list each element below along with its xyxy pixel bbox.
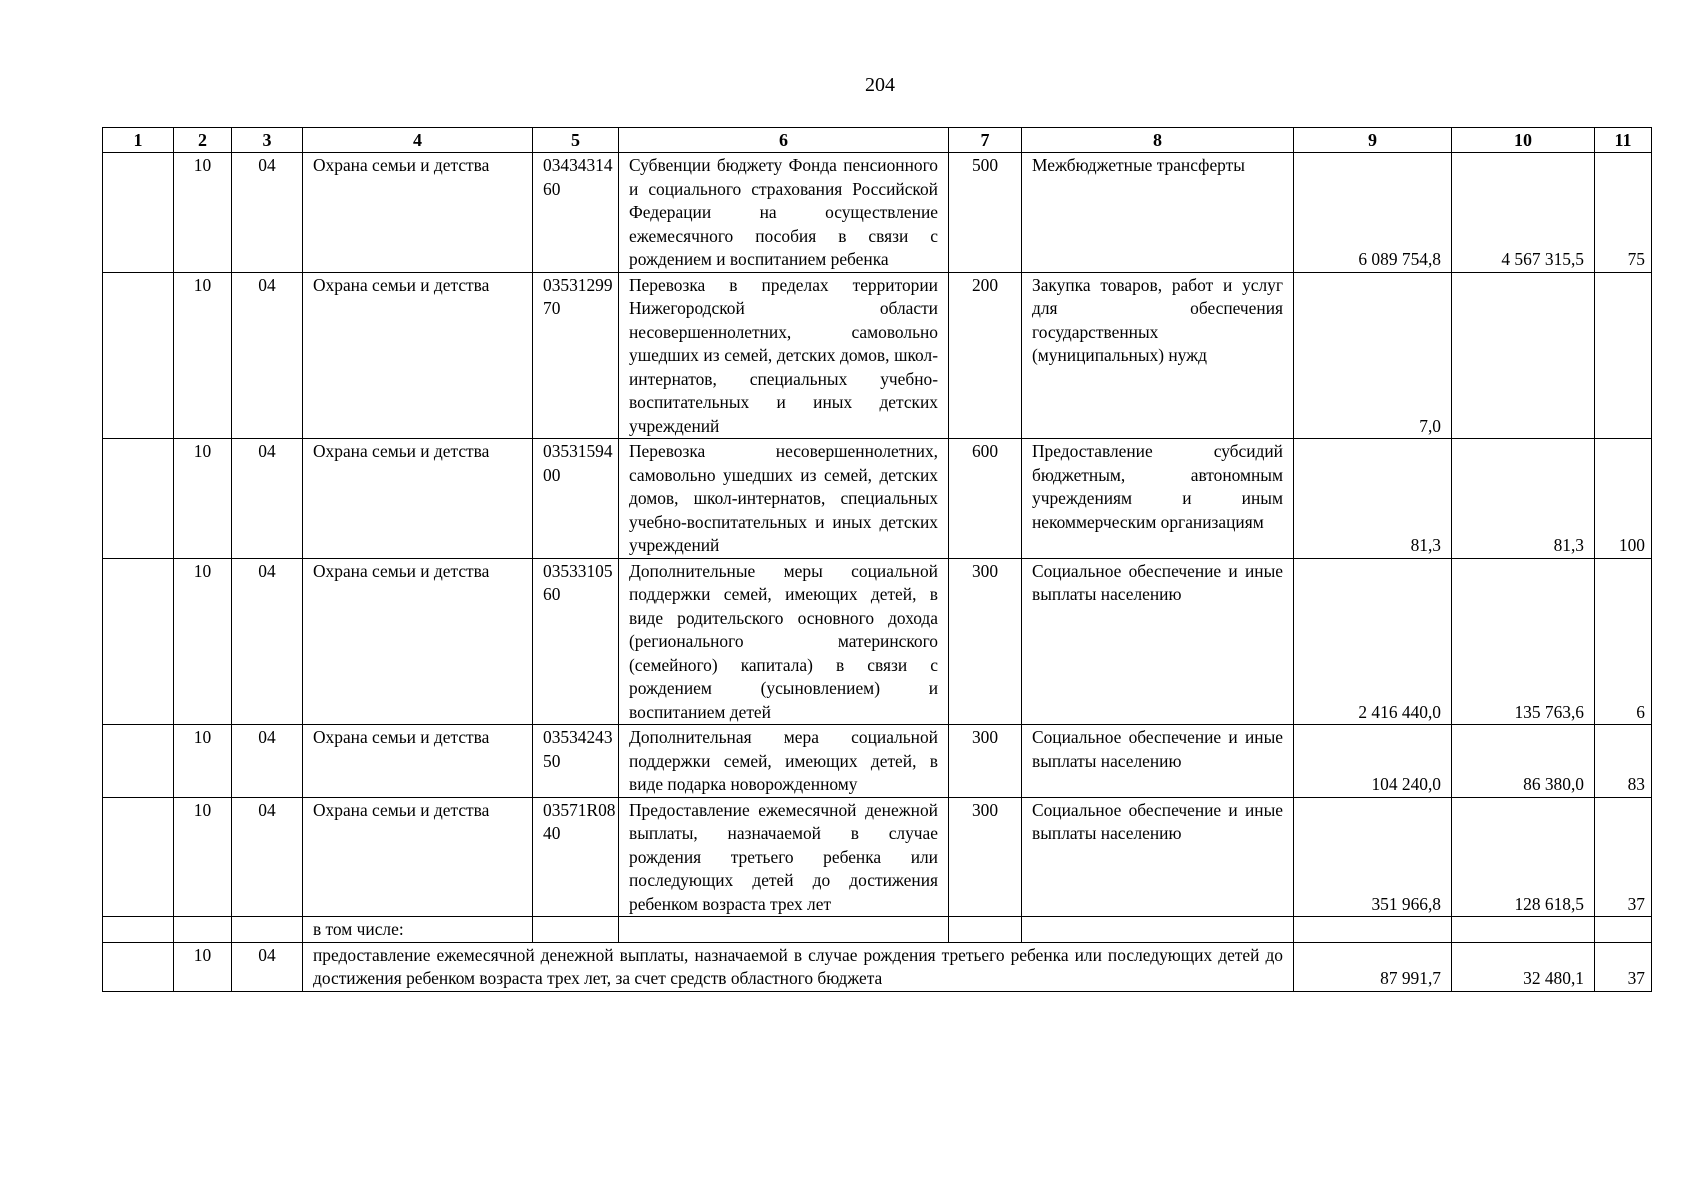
subsection-code: 04 xyxy=(232,153,303,273)
empty-cell xyxy=(1452,917,1595,943)
target-article-name: Предоставление ежемесячной денежной выплаты, назначаемой в случае рождения третьего ребенка или последующих детей до достижения ребенком возраста трех лет xyxy=(619,797,949,917)
subsection-name: Охрана семьи и детства xyxy=(303,797,533,917)
section-code: 10 xyxy=(174,153,232,273)
subsection-code: 04 xyxy=(232,797,303,917)
section-code: 10 xyxy=(174,725,232,798)
header-col-2: 2 xyxy=(174,128,232,153)
plan-amount: 104 240,0 xyxy=(1294,725,1452,798)
including-label-row xyxy=(103,917,1652,943)
table-row xyxy=(103,272,1652,439)
target-article-name: Перевозка в пределах территории Нижегородской области несовершеннолетних, самовольно ушедших из семей, детских домов, школ-интернатов, специальных учебно-воспитательных и иных детских учреждений xyxy=(619,272,949,439)
percent-complete xyxy=(1595,272,1652,439)
expense-type-name: Закупка товаров, работ и услуг для обеспечения государственных (муниципальных) нужд xyxy=(1022,272,1294,439)
expense-type-name: Межбюджетные трансферты xyxy=(1022,153,1294,273)
expense-type-code: 300 xyxy=(949,558,1022,725)
target-article-code: 0353424350 xyxy=(533,725,619,798)
percent-complete: 83 xyxy=(1595,725,1652,798)
including-row xyxy=(103,942,1652,991)
target-article-code: 0343431460 xyxy=(533,153,619,273)
subsection-name: Охрана семьи и детства xyxy=(303,153,533,273)
subsection-name: Охрана семьи и детства xyxy=(303,272,533,439)
plan-amount: 7,0 xyxy=(1294,272,1452,439)
row-col-1 xyxy=(103,797,174,917)
target-article-name: Дополнительная мера социальной поддержки семей, имеющих детей, в виде подарка новорожденному xyxy=(619,725,949,798)
empty-cell xyxy=(232,917,303,943)
table-row xyxy=(103,558,1652,725)
row-col-1 xyxy=(103,439,174,559)
plan-amount: 2 416 440,0 xyxy=(1294,558,1452,725)
subsection-code: 04 xyxy=(232,942,303,991)
section-code: 10 xyxy=(174,942,232,991)
empty-cell xyxy=(174,917,232,943)
header-row xyxy=(103,128,1652,153)
actual-amount: 32 480,1 xyxy=(1452,942,1595,991)
empty-cell xyxy=(533,917,619,943)
row-col-1 xyxy=(103,558,174,725)
header-col-7: 7 xyxy=(949,128,1022,153)
actual-amount: 81,3 xyxy=(1452,439,1595,559)
budget-table xyxy=(102,127,1652,992)
percent-complete: 6 xyxy=(1595,558,1652,725)
plan-amount: 351 966,8 xyxy=(1294,797,1452,917)
expense-type-name: Предоставление субсидий бюджетным, автономным учреждениям и иным некоммерческим организациям xyxy=(1022,439,1294,559)
section-code: 10 xyxy=(174,439,232,559)
empty-cell xyxy=(1595,917,1652,943)
header-col-6: 6 xyxy=(619,128,949,153)
actual-amount: 128 618,5 xyxy=(1452,797,1595,917)
including-description: предоставление ежемесячной денежной выплаты, назначаемой в случае рождения третьего ребенка или последующих детей до достижения ребенком возраста трех лет, за счет средств областного бюджета xyxy=(303,942,1294,991)
table-row xyxy=(103,725,1652,798)
subsection-code: 04 xyxy=(232,272,303,439)
empty-cell xyxy=(619,917,949,943)
expense-type-name: Социальное обеспечение и иные выплаты населению xyxy=(1022,725,1294,798)
table-row xyxy=(103,439,1652,559)
actual-amount: 135 763,6 xyxy=(1452,558,1595,725)
empty-cell xyxy=(1022,917,1294,943)
row-col-1 xyxy=(103,153,174,273)
header-col-4: 4 xyxy=(303,128,533,153)
header-col-8: 8 xyxy=(1022,128,1294,153)
plan-amount: 81,3 xyxy=(1294,439,1452,559)
expense-type-name: Социальное обеспечение и иные выплаты населению xyxy=(1022,797,1294,917)
header-col-11: 11 xyxy=(1595,128,1652,153)
expense-type-code: 500 xyxy=(949,153,1022,273)
header-col-3: 3 xyxy=(232,128,303,153)
percent-complete: 37 xyxy=(1595,797,1652,917)
section-code: 10 xyxy=(174,272,232,439)
empty-cell xyxy=(103,917,174,943)
empty-cell xyxy=(1294,917,1452,943)
target-article-name: Дополнительные меры социальной поддержки семей, имеющих детей, в виде родительского основного дохода (регионального материнского (семейного) капитала) в связи с рождением (усыновлением) и воспитанием детей xyxy=(619,558,949,725)
plan-amount: 87 991,7 xyxy=(1294,942,1452,991)
table-row xyxy=(103,797,1652,917)
header-col-1: 1 xyxy=(103,128,174,153)
target-article-name: Перевозка несовершеннолетних, самовольно ушедших из семей, детских домов, школ-интернатов, специальных учебно-воспитательных и иных детских учреждений xyxy=(619,439,949,559)
target-article-code: 03571R0840 xyxy=(533,797,619,917)
row-col-1 xyxy=(103,272,174,439)
percent-complete: 100 xyxy=(1595,439,1652,559)
target-article-code: 0353129970 xyxy=(533,272,619,439)
header-col-10: 10 xyxy=(1452,128,1595,153)
plan-amount: 6 089 754,8 xyxy=(1294,153,1452,273)
including-label: в том числе: xyxy=(303,917,533,943)
expense-type-code: 300 xyxy=(949,725,1022,798)
actual-amount xyxy=(1452,272,1595,439)
row-col-1 xyxy=(103,725,174,798)
expense-type-code: 200 xyxy=(949,272,1022,439)
header-col-9: 9 xyxy=(1294,128,1452,153)
subsection-code: 04 xyxy=(232,725,303,798)
expense-type-code: 300 xyxy=(949,797,1022,917)
target-article-code: 0353310560 xyxy=(533,558,619,725)
empty-cell xyxy=(949,917,1022,943)
subsection-name: Охрана семьи и детства xyxy=(303,439,533,559)
expense-type-code: 600 xyxy=(949,439,1022,559)
percent-complete: 37 xyxy=(1595,942,1652,991)
actual-amount: 86 380,0 xyxy=(1452,725,1595,798)
table-row xyxy=(103,153,1652,273)
percent-complete: 75 xyxy=(1595,153,1652,273)
page-number: 204 xyxy=(865,74,895,96)
row-col-1 xyxy=(103,942,174,991)
subsection-name: Охрана семьи и детства xyxy=(303,558,533,725)
target-article-name: Субвенции бюджету Фонда пенсионного и социального страхования Российской Федерации на осуществление ежемесячного пособия в связи с рождением и воспитанием ребенка xyxy=(619,153,949,273)
subsection-name: Охрана семьи и детства xyxy=(303,725,533,798)
expense-type-name: Социальное обеспечение и иные выплаты населению xyxy=(1022,558,1294,725)
actual-amount: 4 567 315,5 xyxy=(1452,153,1595,273)
target-article-code: 0353159400 xyxy=(533,439,619,559)
subsection-code: 04 xyxy=(232,439,303,559)
header-col-5: 5 xyxy=(533,128,619,153)
section-code: 10 xyxy=(174,797,232,917)
subsection-code: 04 xyxy=(232,558,303,725)
section-code: 10 xyxy=(174,558,232,725)
